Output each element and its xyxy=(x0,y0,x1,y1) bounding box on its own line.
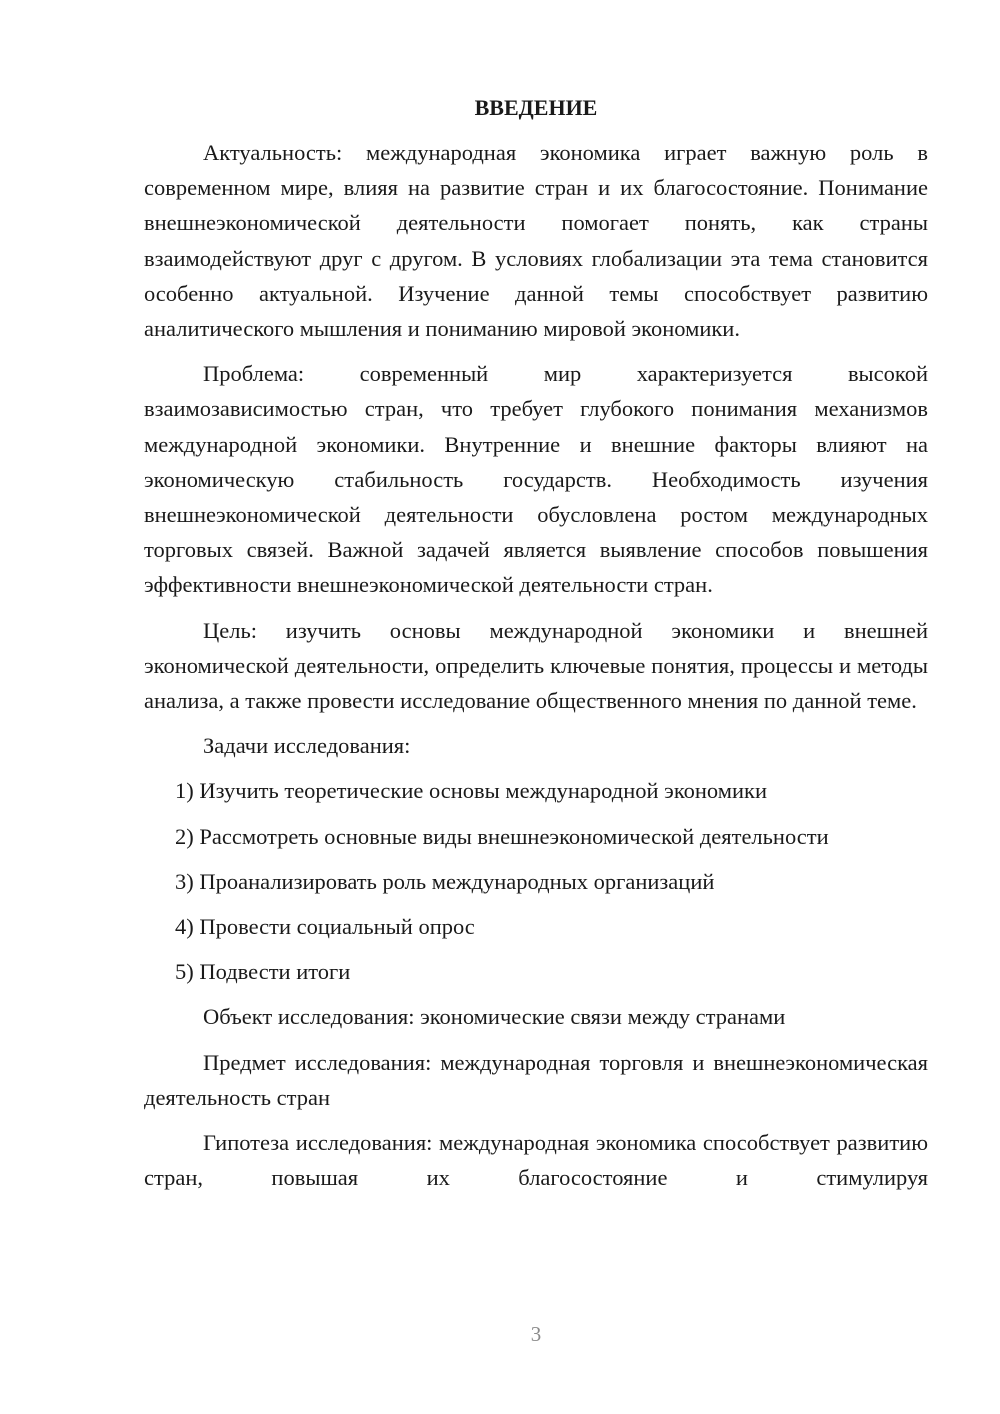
tasks-heading: Задачи исследования: xyxy=(203,733,411,759)
task-item-5: 5) Подвести итоги xyxy=(175,959,351,985)
task-item-2: 2) Рассмотреть основные виды внешнеэкономической деятельности xyxy=(175,823,829,849)
task-item-4: 4) Провести социальный опрос xyxy=(175,914,475,940)
page-number: 3 xyxy=(530,1322,542,1346)
paragraph-hypothesis: Гипотеза исследования: международная экономика способствует развитию стран, повышая их благосостояние и стимулируя xyxy=(144,1130,928,1191)
paragraph-problem: Проблема: современный мир характеризуется высокой взаимозависимостью стран, что требует глубокого понимания механизмов международной экономики. Внутренние и внешние факторы влияют на экономическую стабильность государств. Необходимость изучения внешнеэкономической деятельности обусловлена ростом международных торговых связей. Важной задачей является выявление способов повышения эффективности внешнеэкономической деятельности стран. xyxy=(144,361,928,598)
task-item-3: 3) Проанализировать роль международных организаций xyxy=(175,868,715,894)
paragraph-goal: Цель: изучить основы международной экономики и внешней экономической деятельности, определить ключевые понятия, процессы и методы анализа, а также провести исследование общественного мнения по данной теме. xyxy=(144,617,928,714)
page-text-area xyxy=(144,90,928,1195)
paragraph-relevance: Актуальность: международная экономика играет важную роль в современном мире, влияя на развитие стран и их благосостояние. Понимание внешнеэкономической деятельности помогает понять, как страны взаимодействуют друг с другом. В условиях глобализации эта тема становится особенно актуальной. Изучение данной темы способствует развитию аналитического мышления и пониманию мировой экономики. xyxy=(144,140,928,342)
section-title: ВВЕДЕНИЕ xyxy=(474,95,598,120)
paragraph-subject: Предмет исследования: международная торговля и внешнеэкономическая деятельность стран xyxy=(144,1049,928,1110)
task-item-1: 1) Изучить теоретические основы международной экономики xyxy=(175,778,767,804)
paragraph-object: Объект исследования: экономические связи между странами xyxy=(203,1004,786,1030)
